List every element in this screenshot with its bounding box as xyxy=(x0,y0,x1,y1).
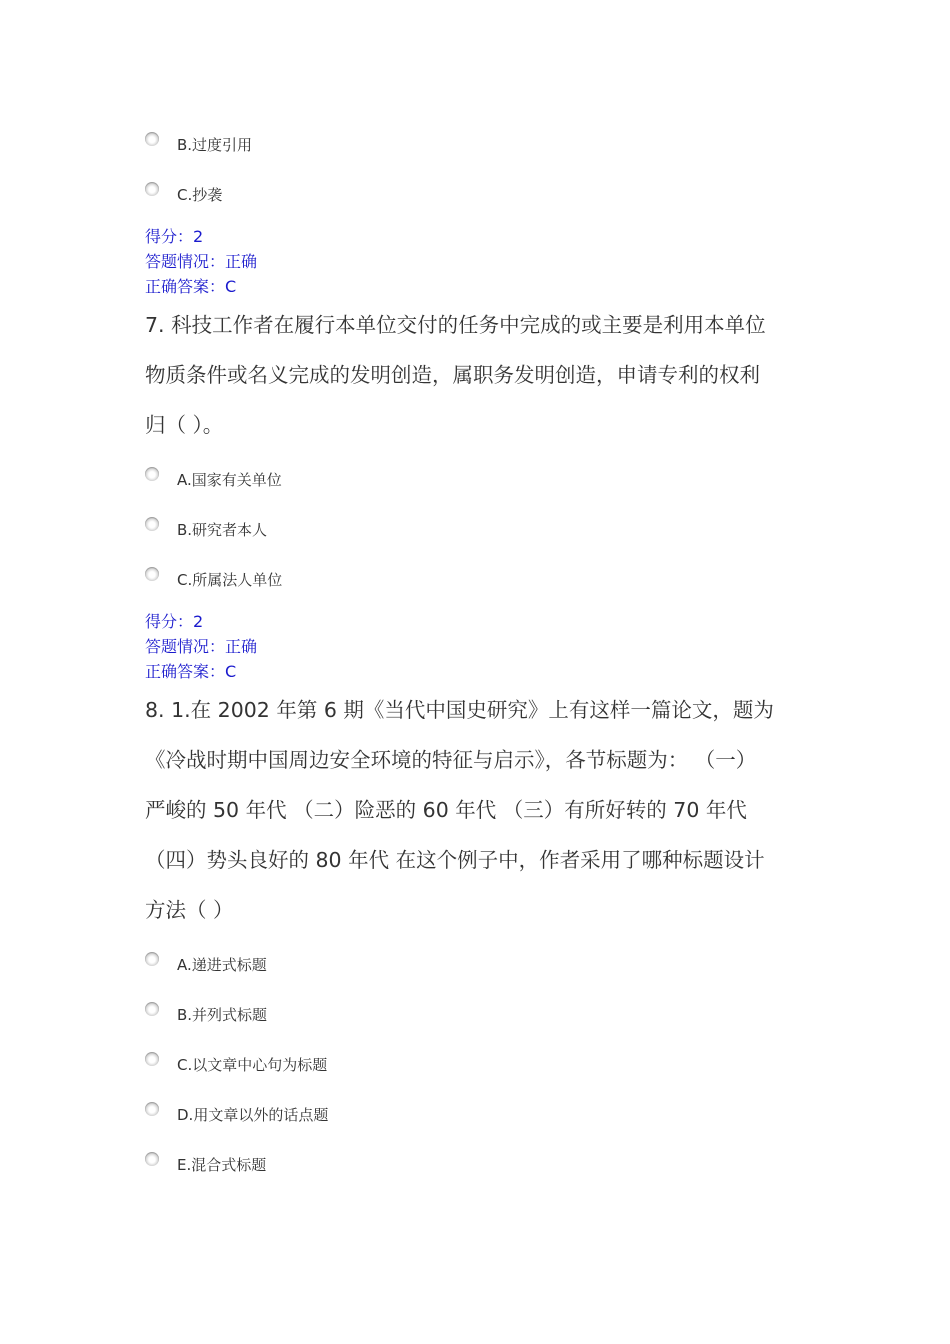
radio-button[interactable] xyxy=(145,1052,159,1066)
correct-answer-text: 正确答案：C xyxy=(145,277,237,296)
option-label: C.所属法人单位 xyxy=(177,571,283,589)
radio-button[interactable] xyxy=(145,467,159,481)
option-label: D.用文章以外的话点题 xyxy=(177,1106,329,1124)
score-text: 得分：2 xyxy=(145,227,204,246)
option-label: B.研究者本人 xyxy=(177,521,268,539)
option-label: B.并列式标题 xyxy=(177,1006,268,1024)
score-text: 得分：2 xyxy=(145,612,204,631)
radio-button[interactable] xyxy=(145,1002,159,1016)
radio-button[interactable] xyxy=(145,1102,159,1116)
question-line: 方法（ ） xyxy=(145,898,234,922)
option-label: A.递进式标题 xyxy=(177,956,267,974)
q6-result xyxy=(145,224,257,299)
q7-option-c[interactable] xyxy=(145,567,745,597)
status-text: 答题情况：正确 xyxy=(145,637,258,656)
option-label: C.抄袭 xyxy=(177,186,223,204)
q8-option-a[interactable] xyxy=(145,952,745,982)
q6-option-b[interactable] xyxy=(145,132,745,162)
status-text: 答题情况：正确 xyxy=(145,252,258,271)
radio-button[interactable] xyxy=(145,952,159,966)
q7-option-b[interactable] xyxy=(145,517,745,547)
option-label: A.国家有关单位 xyxy=(177,471,282,489)
q7-option-a[interactable] xyxy=(145,467,745,497)
q7-question xyxy=(145,300,805,450)
option-label: B.过度引用 xyxy=(177,136,253,154)
q8-question xyxy=(145,685,805,935)
radio-button[interactable] xyxy=(145,1152,159,1166)
radio-button[interactable] xyxy=(145,182,159,196)
question-line: 物质条件或名义完成的发明创造，属职务发明创造，申请专利的权利 xyxy=(145,363,760,387)
q6-option-c[interactable] xyxy=(145,182,745,212)
q7-result xyxy=(145,609,257,684)
question-line: 归（ ）。 xyxy=(145,413,224,437)
option-label: E.混合式标题 xyxy=(177,1156,267,1174)
radio-button[interactable] xyxy=(145,132,159,146)
question-line: 7. 科技工作者在履行本单位交付的任务中完成的或主要是利用本单位 xyxy=(145,313,766,337)
question-line: （四）势头良好的 80 年代 在这个例子中，作者采用了哪种标题设计 xyxy=(145,848,765,872)
option-label: C.以文章中心句为标题 xyxy=(177,1056,328,1074)
q8-option-e[interactable] xyxy=(145,1152,745,1182)
question-line: 8. 1.在 2002 年第 6 期《当代中国史研究》上有这样一篇论文，题为 xyxy=(145,698,774,722)
correct-answer-text: 正确答案：C xyxy=(145,662,237,681)
radio-button[interactable] xyxy=(145,517,159,531)
radio-button[interactable] xyxy=(145,567,159,581)
question-line: 《冷战时期中国周边安全环境的特征与启示》，各节标题为： （一） xyxy=(145,748,757,772)
q8-option-d[interactable] xyxy=(145,1102,745,1132)
q8-option-c[interactable] xyxy=(145,1052,745,1082)
question-line: 严峻的 50 年代 （二）险恶的 60 年代 （三）有所好转的 70 年代 xyxy=(145,798,747,822)
q8-option-b[interactable] xyxy=(145,1002,745,1032)
